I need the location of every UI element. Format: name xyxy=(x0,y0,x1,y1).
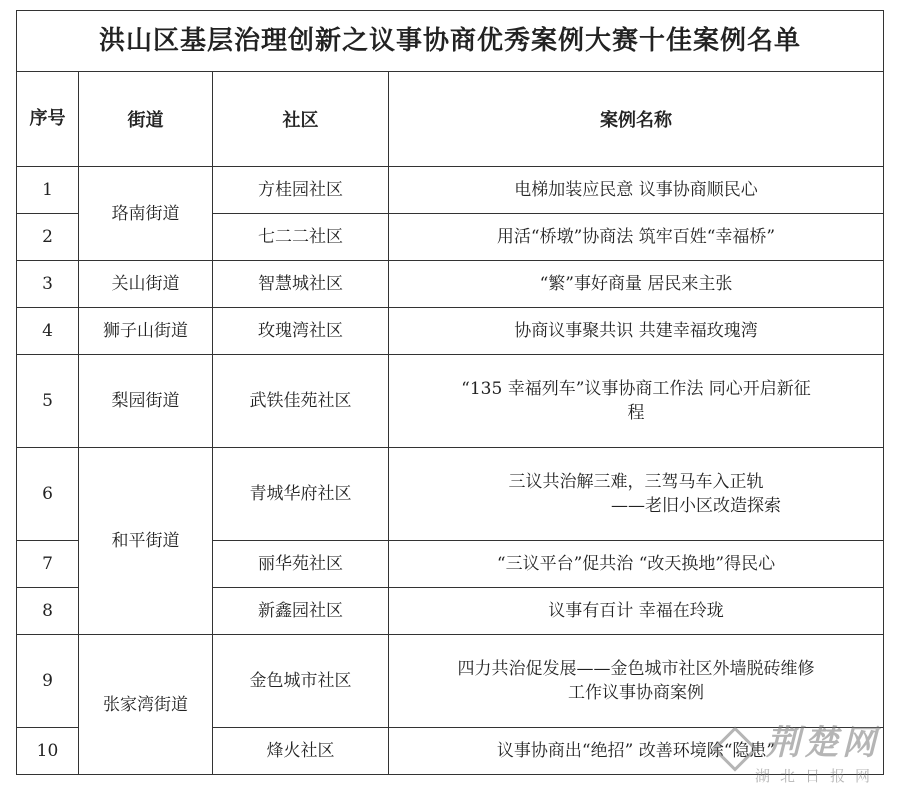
case-line: ——老旧小区改造探索 xyxy=(611,496,781,516)
cell-seq: 4 xyxy=(17,308,79,355)
case-line: 议事有百计 幸福在玲珑 xyxy=(548,601,724,621)
cell-street: 关山街道 xyxy=(79,261,213,308)
header-case: 案例名称 xyxy=(389,72,884,167)
case-line: 电梯加装应民意 议事协商顺民心 xyxy=(514,180,758,200)
table-row xyxy=(17,355,884,448)
case-line: 三议共治解三难，三驾马车入正轨 xyxy=(508,472,764,492)
watermark xyxy=(719,715,880,787)
table-row xyxy=(17,261,884,308)
cell-street: 梨园街道 xyxy=(79,355,213,448)
case-line: 工作议事协商案例 xyxy=(568,683,704,703)
cell-case xyxy=(389,588,884,635)
cell-seq: 5 xyxy=(17,355,79,448)
cell-community: 七二二社区 xyxy=(213,214,389,261)
case-line: “繁”事好商量 居民来主张 xyxy=(539,274,733,294)
cell-community: 武铁佳苑社区 xyxy=(213,355,389,448)
cell-community: 丽华苑社区 xyxy=(213,541,389,588)
case-line: “135 幸福列车”议事协商工作法 同心开启新征 xyxy=(461,379,811,399)
case-line: 四力共治促发展——金色城市社区外墙脱砖维修 xyxy=(457,659,815,679)
cell-seq: 6 xyxy=(17,448,79,541)
cell-street: 张家湾街道 xyxy=(79,635,213,775)
cell-case xyxy=(389,355,884,448)
cell-case xyxy=(389,167,884,214)
case-line: 程 xyxy=(627,403,645,423)
cell-seq: 1 xyxy=(17,167,79,214)
table-row xyxy=(17,308,884,355)
watermark-sub: 湖北日报网 xyxy=(754,767,880,785)
cell-case xyxy=(389,448,884,541)
cell-case xyxy=(389,261,884,308)
table-row xyxy=(17,167,884,214)
cell-community: 金色城市社区 xyxy=(213,635,389,728)
cell-seq: 2 xyxy=(17,214,79,261)
cell-community: 方桂园社区 xyxy=(213,167,389,214)
cell-seq: 9 xyxy=(17,635,79,728)
table-title: 洪山区基层治理创新之议事协商优秀案例大赛十佳案例名单 xyxy=(17,11,884,72)
cell-community: 智慧城社区 xyxy=(213,261,389,308)
case-line: 议事协商出“绝招” 改善环境除“隐患” xyxy=(496,741,776,761)
cell-case xyxy=(389,308,884,355)
case-line: 用活“桥墩”协商法 筑牢百姓“幸福桥” xyxy=(496,227,776,247)
cell-community: 玫瑰湾社区 xyxy=(213,308,389,355)
cell-community: 新鑫园社区 xyxy=(213,588,389,635)
case-list-document xyxy=(16,10,884,775)
cell-street: 和平街道 xyxy=(79,448,213,635)
case-table xyxy=(16,10,884,775)
case-line: 协商议事聚共识 共建幸福玫瑰湾 xyxy=(514,321,758,341)
case-line: “三议平台”促共治 “改天换地”得民心 xyxy=(496,554,776,574)
diamond-logo-icon xyxy=(712,726,757,771)
header-street: 街道 xyxy=(79,72,213,167)
header-community: 社区 xyxy=(213,72,389,167)
cell-case xyxy=(389,214,884,261)
cell-seq: 8 xyxy=(17,588,79,635)
header-seq: 序号 xyxy=(17,72,79,167)
cell-street: 狮子山街道 xyxy=(79,308,213,355)
table-row xyxy=(17,448,884,541)
cell-seq: 7 xyxy=(17,541,79,588)
cell-seq: 3 xyxy=(17,261,79,308)
watermark-main: 荆楚网 xyxy=(766,722,880,763)
cell-street: 珞南街道 xyxy=(79,167,213,261)
cell-seq: 10 xyxy=(17,728,79,775)
cell-community: 烽火社区 xyxy=(213,728,389,775)
cell-community: 青城华府社区 xyxy=(213,448,389,541)
cell-case xyxy=(389,541,884,588)
